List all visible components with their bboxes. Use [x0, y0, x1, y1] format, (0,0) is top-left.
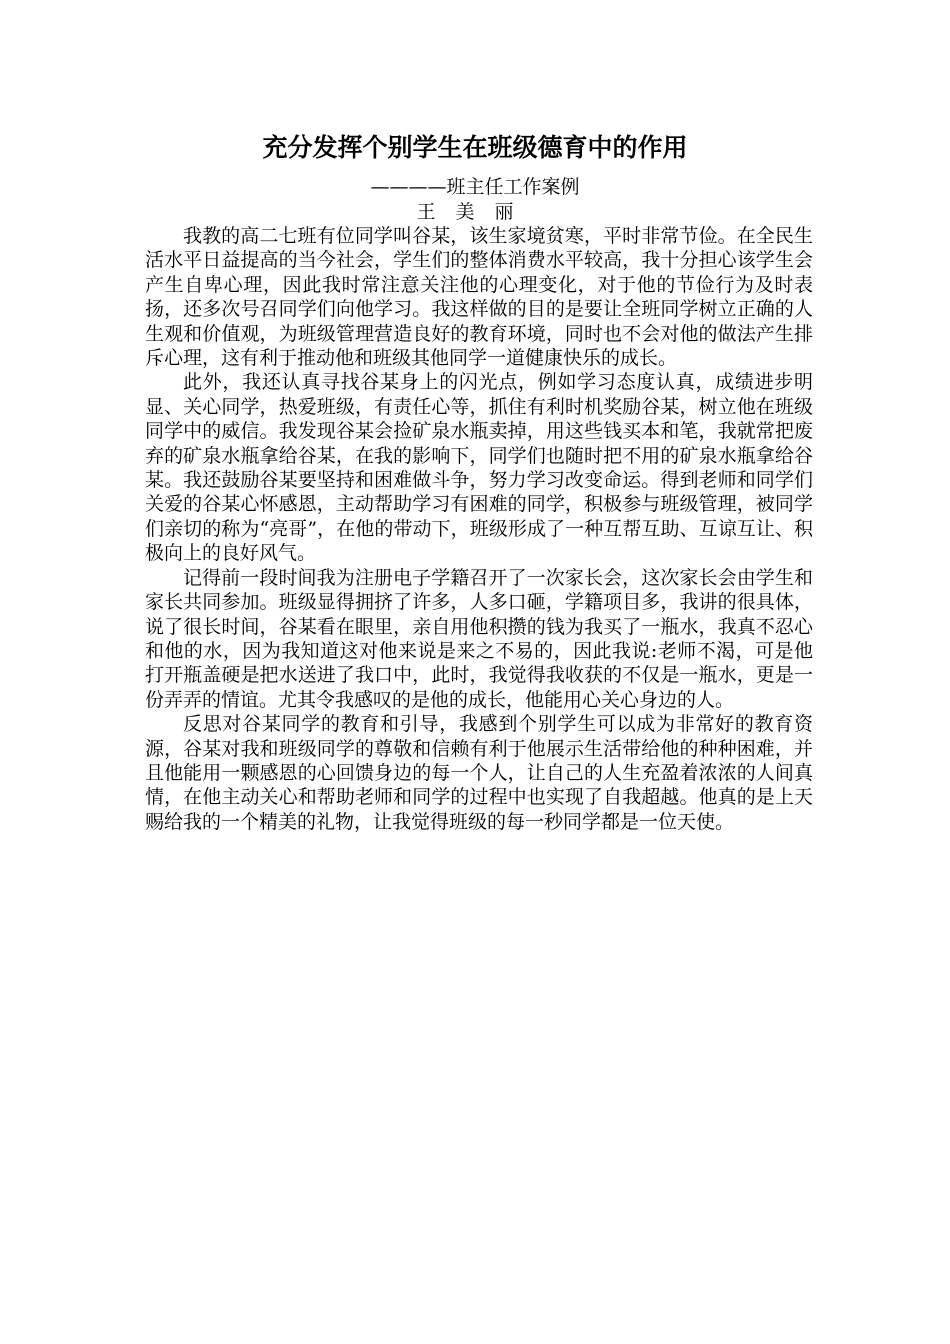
paragraph: 记得前一段时间我为注册电子学籍召开了一次家长会，这次家长会由学生和家长共同参加。班级显得拥挤了许多，人多口砸，学籍项目多，我讲的很具体，说了很长时间，谷某看在眼里，亲自用他积攒的钱为我买了一瓶水，我真不忍心和他的水，因为我知道这对他来说是来之不易的，因此我说:老师不渴，可是他打开瓶盖硬是把水送进了我口中，此时，我觉得我收获的不仅是一瓶水，更是一份弄弄的情谊。尤其令我感叹的是他的成长，他能用心关心身边的人。: [145, 566, 813, 711]
paragraph: 此外，我还认真寻找谷某身上的闪光点，例如学习态度认真，成绩进步明显、关心同学，热爱班级，有责任心等，抓住有利时机奖励谷某，树立他在班级同学中的威信。我发现谷某会捡矿泉水瓶卖掉，用这些钱买本和笔，我就常把废弃的矿泉水瓶拿给谷某，在我的影响下，同学们也随时把不用的矿泉水瓶拿给谷某。我还鼓励谷某要坚持和困难做斗争，努力学习改变命运。得到老师和同学们关爱的谷某心怀感恩，主动帮助学习有困难的同学，积极参与班级管理，被同学们亲切的称为“亮哥”，在他的带动下，班级形成了一种互帮互助、互谅互让、积极向上的良好风气。: [145, 371, 813, 565]
paragraph: 反思对谷某同学的教育和引导，我感到个别学生可以成为非常好的教育资源，谷某对我和班级同学的尊敬和信赖有利于他展示生活带给他的种种困难，并且他能用一颗感恩的心回馈身边的每一个人，让自己的人生充盈着浓浓的人间真情，在他主动关心和帮助老师和同学的过程中也实现了自我超越。他真的是上天赐给我的一个精美的礼物，让我觉得班级的每一秒同学都是一位天使。: [145, 713, 813, 833]
paragraph: 我教的高二七班有位同学叫谷某，该生家境贫寒，平时非常节俭。在全民生活水平日益提高的当今社会，学生们的整体消费水平较高，我十分担心该学生会产生自卑心理，因此我时常注意关注他的心理变化，对于他的节俭行为及时表扬，还多次号召同学们向他学习。我这样做的目的是要让全班同学树立正确的人生观和价值观，为班级管理营造良好的教育环境，同时也不会对他的做法产生排斥心理，这有利于推动他和班级其他同学一道健康快乐的成长。: [145, 225, 813, 370]
document-body: [145, 224, 813, 834]
document-author: 王美丽: [416, 201, 534, 223]
document-title: 充分发挥个别学生在班级德育中的作用: [262, 133, 688, 162]
document-subtitle: ————班主任工作案例: [370, 176, 580, 198]
